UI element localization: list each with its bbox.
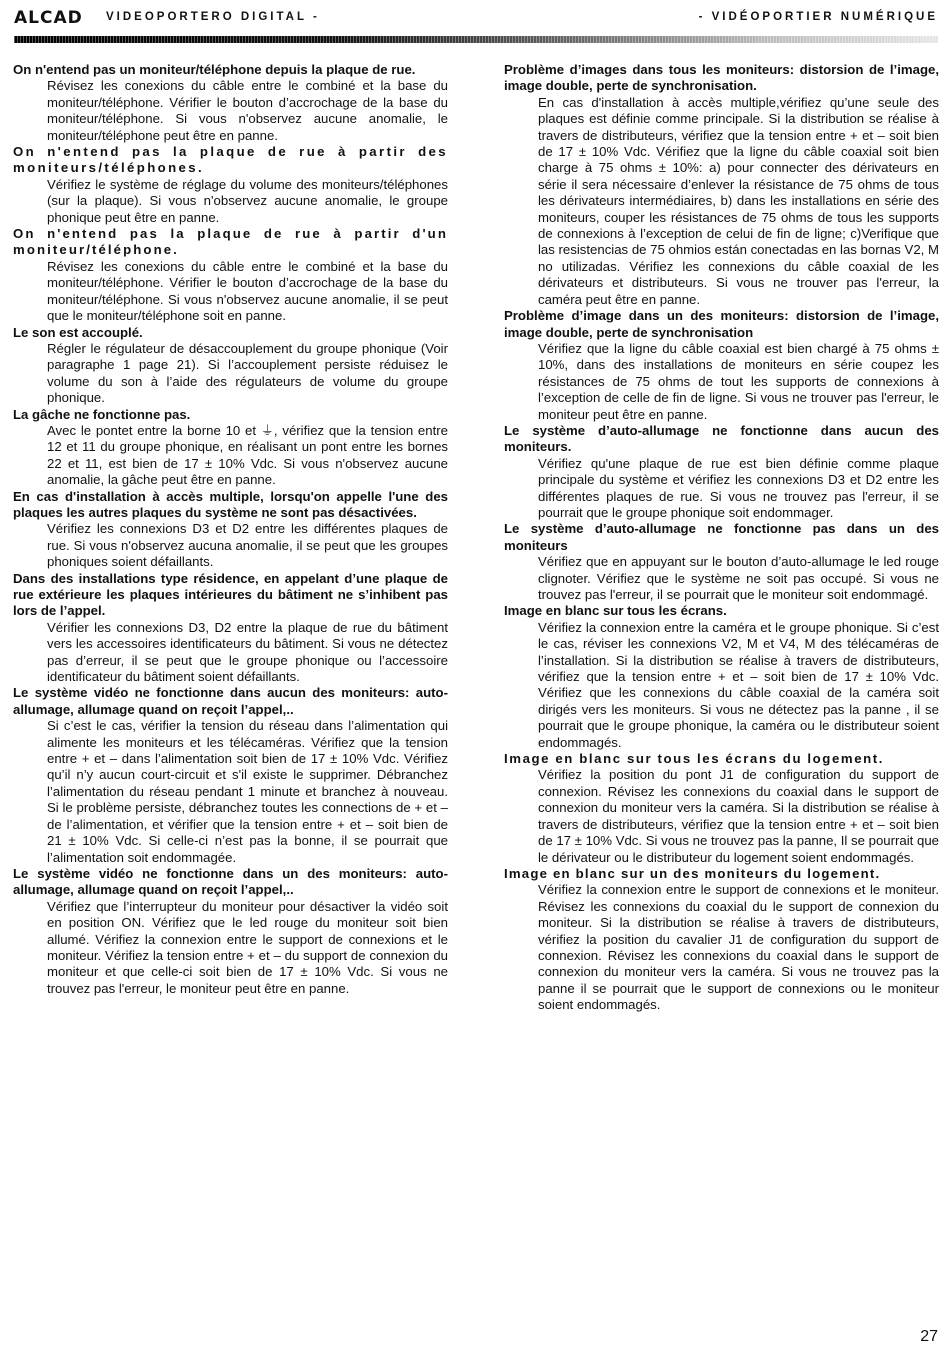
troubleshoot-item xyxy=(504,603,939,751)
item-heading: Image en blanc sur un des moniteurs du logement. xyxy=(504,865,881,881)
item-text: En cas d'installation à accès multiple,vérifiez qu’une seule des plaques est définie comme principale. Si la distribution se réalise à travers de distributeurs, vérifiez que la tension entre + et – soit bien de 17 ± 10% Vdc. Vérifiez que la ligne du câble coaxial soit bien charge à 75 ohms ± 10%: a) pour connecter des dérivateurs en série il sera nécessaire d’enlever la résistance de 75 ohms de tous les dérivateurs intermédiaires, b) dans les installations en série des moniteurs, couper les résistances de 75 ohms de tous les supports de connexions à l’exception de celui de fin de ligne; c)Verifique que las resistencias de 75 ohmios están conectadas en las bornas V2, M no utilizadas. Vérifiez les connexions du câble coaxial de les dérivateurs et distributeurs. Si vous ne trouver pas l'erreur, la caméra peut être en panne. xyxy=(538,94,939,307)
item-text: Régler le régulateur de désaccouplement du groupe phonique (Voir paragraphe 1 page 21). Si l’accouplement persiste réduisez le volume du son à l’aide des régulateurs de volume du groupe phonique. xyxy=(47,340,448,406)
troubleshoot-item xyxy=(13,866,448,997)
item-heading: Le système vidéo ne fonctionne dans aucun des moniteurs: auto-allumage, allumage quand on reçoit l’appel,.. xyxy=(13,685,448,717)
item-text: Vérifier les connexions D3, D2 entre la plaque de rue du bâtiment vers les accessoires identificateurs du bâtiment. Si vous ne détectez pas d’erreur, il se peut que le groupe phonique ou l’accessoire identificateur du bâtiment soient défaillants. xyxy=(47,619,448,685)
troubleshoot-item xyxy=(504,866,939,1014)
item-text: Vérifiez la connexion entre le support de connexions et le moniteur. Révisez les connexions du coaxial du le support de connexion du moniteur. Si la distribution se réalise à travers de distributeurs, vérifiez la position du cavalier J1 de configuration du support de connexion. Révisez les connexions du coaxial dans le support de connexion du moniteur vers la caméra. Si vous ne trouvez pas la panne il se pourrait que le support de connexions ou le moniteur soient endommagés. xyxy=(538,882,939,1013)
item-text: Vérifiez la position du pont J1 de configuration du support de connexion. Révisez les connexions du coaxial dans le support de connexion du moniteur vers la caméra. Si la distribution se réalise à travers de distributeurs, vérifiez que la tension entre + et – soit bien de 17 ± 10% Vdc. Si vous ne trouvez pas la panne, Il se pourrait que le dérivateur ou le distributeur du logement soient endommagés. xyxy=(538,767,939,865)
header-title-right: - VIDÉOPORTIER NUMÉRIQUE xyxy=(698,11,938,23)
item-heading: On n'entend pas la plaque de rue à partir d'un moniteur/téléphone. xyxy=(13,226,448,258)
item-text: Vérifiez que en appuyant sur le bouton d’auto-allumage le led rouge clignoter. Vérifiez que le système ne soit pas occupé. Si vous ne trouvez pas l'erreur, il se pourrait que le moniteur soit endommagé. xyxy=(538,554,939,602)
troubleshoot-item xyxy=(504,308,939,423)
item-heading: Le son est accouplé. xyxy=(13,324,143,340)
troubleshoot-item xyxy=(13,144,448,226)
item-heading: La gâche ne fonctionne pas. xyxy=(13,406,191,422)
item-heading: Le système d’auto-allumage ne fonctionne dans aucun des moniteurs. xyxy=(504,422,939,455)
troubleshoot-item xyxy=(504,521,939,603)
item-text: Vérifiez le système de réglage du volume des moniteurs/téléphones (sur la plaque). Si vous n'observez aucune anomalie, le groupe phonique peut être en panne. xyxy=(47,176,448,225)
item-heading: Image en blanc sur tous les écrans du logement. xyxy=(504,751,885,767)
left-column xyxy=(13,62,448,997)
item-heading: Problème d’images dans tous les moniteurs: distorsion de l’image, image double, perte de synchronisation. xyxy=(504,62,939,94)
troubleshoot-item xyxy=(504,751,939,866)
right-column xyxy=(504,62,939,1014)
troubleshoot-item xyxy=(13,685,448,865)
brand-logo: ALCAD xyxy=(14,8,83,28)
page-header xyxy=(14,8,938,30)
item-heading: Le système d’auto-allumage ne fonctionne pas dans un des moniteurs xyxy=(504,521,939,553)
troubleshoot-item xyxy=(504,62,939,308)
header-rule xyxy=(14,36,938,43)
page-number: 27 xyxy=(920,1328,938,1345)
item-heading: Le système vidéo ne fonctionne dans un des moniteurs: auto-allumage, allumage quand on reçoit l’appel,.. xyxy=(13,865,448,898)
item-text: Vérifiez que la ligne du câble coaxial est bien chargé à 75 ohms ± 10%, dans des installations de moniteurs en série coupez les résistances de 75 ohms de tout les supports de connexions à l’exception de celle de fin de ligne. Si vous ne trouver pas l'erreur, le moniteur peut être en panne. xyxy=(538,340,939,422)
item-text: Vérifiez que l’interrupteur du moniteur pour désactiver la vidéo soit en position ON. Vérifiez que le led rouge du moniteur soit bien allumé. Vérifiez la connexion entre le support de connexions et le moniteur. Vérifiez la tension entre + et – du support de connexion du moniteur et que celle-ci soit bien de 17 ± 10% Vdc. Si vous ne trouvez pas l'erreur, le moniteur peut être en panne. xyxy=(47,898,448,996)
item-text: Avec le pontet entre la borne 10 et ⏚, vérifiez que la tension entre 12 et 11 du groupe phonique, en réalisant un pont entre les bornes 22 et 11, est bien de 17 ± 10% Vdc. Si vous n'observez aucune anomalie, la gâche peut être en panne. xyxy=(47,422,448,488)
item-text: Révisez les conexions du câble entre le combiné et la base du moniteur/téléphone. Vérifier le bouton d’accrochage de la base du moniteur/téléphone. Si vous n'observez aucune anomalie, le moniteur/téléphone peut être en panne. xyxy=(47,78,448,143)
item-heading: Dans des installations type résidence, en appelant d’une plaque de rue extérieure les plaques intérieures du bâtiment ne s’inhibent pas lors de l’appel. xyxy=(13,570,448,619)
item-heading: On n'entend pas un moniteur/téléphone depuis la plaque de rue. xyxy=(13,62,416,77)
item-text: Vérifiez la connexion entre la caméra et le groupe phonique. Si c’est le cas, réviser les connexions V2, M et V4, M des télécaméras de l’installation. Si la distribution se réalise à travers de distributeurs, vérifiez que la tension entre + et – soit bien de 17 ± 10% Vdc. Vérifiez que les connexions du câble coaxial de la caméra soit dirigés vers les moniteurs. Si vous ne détectez pas la panne , il se pourrait que le groupe phonique, la caméra ou le distributeur soient endommagés. xyxy=(538,619,939,750)
troubleshoot-item xyxy=(13,62,448,144)
item-text: Si c’est le cas, vérifier la tension du réseau dans l’alimentation qui alimente les moniteurs et les télécaméras. Vérifiez que la tension entre + et – dans l’alimentation soit bien de 17 ± 10% Vdc. Vérifiez qu’il n’y aucun court-circuit et s'il existe le supprimer. Débranchez l’alimentation du réseau pendant 1 minute et branchez à nouveau. Si le problème persiste, débranchez toutes les connections de + et – de l’alimentation, et vérifier que la tension entre + et – soit bien de 21 ± 10% Vdc. Si celle-ci n’est pas la bonne, il se pourrait que l’alimentation soit endommagée. xyxy=(47,718,448,865)
item-heading: En cas d'installation à accès multiple, lorsqu'on appelle l'une des plaques les autres plaques du système ne sont pas désactivées. xyxy=(13,488,448,520)
header-title-left: VIDEOPORTERO DIGITAL - xyxy=(106,11,320,23)
item-text: Révisez les conexions du câble entre le combiné et la base du moniteur/téléphone. Vérifier le bouton d’accrochage de la base du moniteur/téléphone. Si vous n'observez aucune anomalie, il se peut que le moniteur/téléphone soit en panne. xyxy=(47,258,448,324)
item-text: Vérifiez les connexions D3 et D2 entre les différentes plaques de rue. Si vous n'observez aucuna anomalie, il se peut que les groupes phoniques soient défaillants. xyxy=(47,521,448,570)
troubleshoot-item xyxy=(13,226,448,324)
troubleshoot-item xyxy=(13,407,448,489)
troubleshoot-item xyxy=(13,571,448,686)
item-heading: Problème d’image dans un des moniteurs: distorsion de l’image, image double, perte de synchronisation xyxy=(504,308,939,340)
troubleshoot-item xyxy=(13,325,448,407)
item-heading: On n'entend pas la plaque de rue à partir des moniteurs/téléphones. xyxy=(13,144,448,176)
item-heading: Image en blanc sur tous les écrans. xyxy=(504,603,727,619)
troubleshoot-item xyxy=(504,423,939,521)
item-text: Vérifiez qu'une plaque de rue est bien définie comme plaque principale du système et vérifiez les connexions D3 et D2 entre les différentes plaques de rue. Si vous ne trouvez pas l'erreur, il se pourrait que le groupe phonique soit endommager. xyxy=(538,455,939,520)
troubleshoot-item xyxy=(13,489,448,571)
